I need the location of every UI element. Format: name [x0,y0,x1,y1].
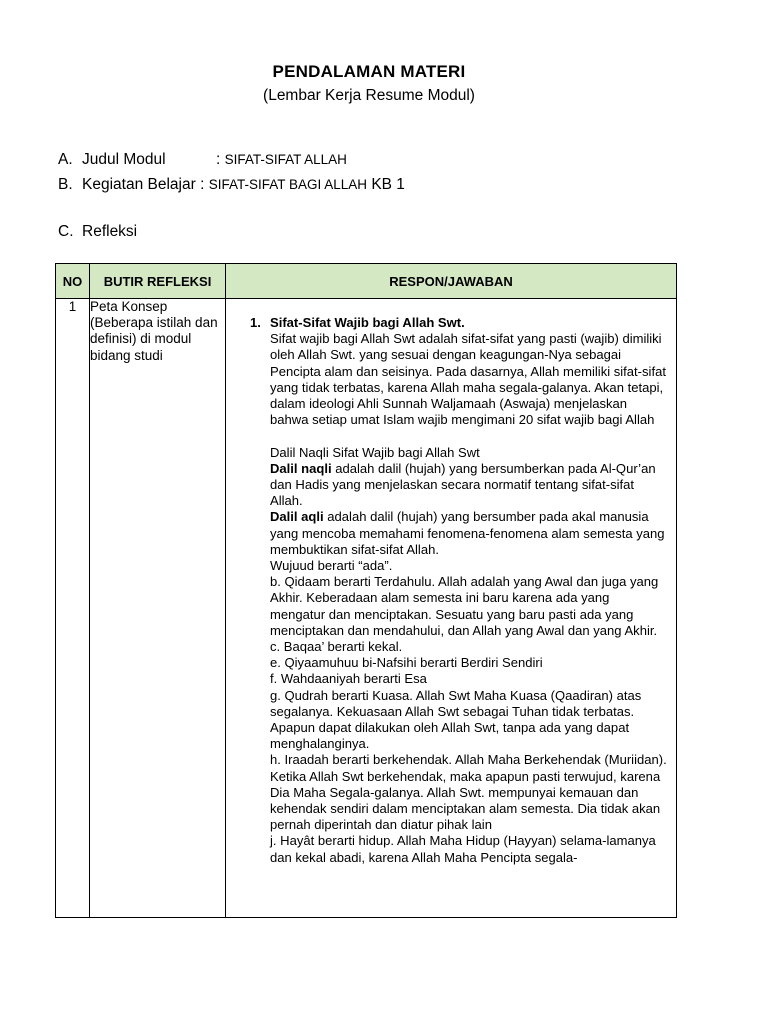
header-butir-refleksi: BUTIR REFLEKSI [90,264,226,299]
list-item: b. Qidaam berarti Terdahulu. Allah adalah yang Awal dan juga yang Akhir. Keberadaan alam semesta ini baru karena ada yang mengatur dan menciptakan. Sesuatu yang baru pasti ada yang menciptakan dan mendahului, dan Allah yang Awal dan yang Akhir. [270,574,659,638]
response-heading [250,315,668,331]
header-respon-jawaban: RESPON/JAWABAN [226,264,677,299]
spacer [270,428,668,444]
intro-paragraph: Sifat wajib bagi Allah Swt adalah sifat-sifat yang pasti (wajib) dimiliki oleh Allah Swt. yang sesuai dengan keagungan-Nya sebagai Pencipta alam dan seisinya. Pada dasarnya, Allah memiliki sifat-sifat yang tidak terbatas, karena Allah maha segala-galanya. Akan tetapi, dalam ideologi Ahli Sunnah Waljamaah (Aswaja) menjelaskan bahwa setiap umat Islam wajib mengimani 20 sifat wajib bagi Allah [270,331,666,428]
separator: : [200,176,205,193]
learning-activity-row [58,176,405,194]
table-header-row [56,264,677,299]
table-row [56,299,677,918]
row-number: 1 [56,299,90,918]
heading-text: Sifat-Sifat Wajib bagi Allah Swt. [270,315,465,330]
respon-content [226,299,676,917]
reflection-table [55,263,677,918]
module-title-row [58,151,347,169]
dalil-aqli-term: Dalil aqli [270,509,324,525]
list-item: f. Wahdaaniyah berarti Esa [270,671,427,687]
list-item: e. Qiyaamuhuu bi-Nafsihi berarti Berdiri Sendiri [270,655,543,671]
list-item: h. Iraadah berarti berkehendak. Allah Maha Berkehendak (Muriidan). Ketika Allah Swt berkehendak, maka apapun pasti terwujud, karena Dia Maha Segala-galanya. Allah Swt. mempunyai kemauan dan kehendak sendiri dalam menciptakan alam semesta. Dia tidak akan pernah diperintah dan diatur pihak lain [270,752,667,833]
item-index: A. [58,151,73,168]
page-title: PENDALAMAN MATERI [272,62,466,81]
header-no: NO [56,264,90,299]
dalil-naqli-text: adalah dalil (hujah) yang bersumberkan pada Al-Qur’an dan Hadis yang menjelaskan secara normatif tentang sifat-sifat Allah. [270,460,656,509]
dalil-title: Dalil Naqli Sifat Wajib bagi Allah Swt [270,444,480,460]
respon-cell [226,299,677,918]
reflection-label: Refleksi [82,223,138,240]
separator: : [216,151,221,168]
learning-activity-kb: KB 1 [371,176,405,193]
page-subtitle: (Lembar Kerja Resume Modul) [263,87,475,104]
learning-activity-label: Kegiatan Belajar [82,176,196,193]
butir-refleksi-cell: Peta Konsep (Beberapa istilah dan definisi) di modul bidang studi [90,299,226,918]
item-index: C. [58,223,74,240]
dalil-naqli-term: Dalil naqli [270,460,332,476]
module-title-label: Judul Modul [82,151,166,168]
learning-activity-value: SIFAT-SIFAT BAGI ALLAH [208,177,367,192]
dalil-aqli-text: adalah dalil (hujah) yang bersumber pada akal manusia yang mencoba memahami fenomena-fenomena alam semesta yang membuktikan sifat-sifat Allah. [270,509,665,557]
list-item: g. Qudrah berarti Kuasa. Allah Swt Maha Kuasa (Qaadiran) atas segalanya. Kekuasaan Allah Swt sebagai Tuhan tidak terbatas. Apapun dapat dilakukan oleh Allah Swt, tanpa ada yang dapat menghalanginya. [270,687,642,752]
module-title-value: SIFAT-SIFAT ALLAH [224,152,347,167]
list-item: j. Hayât berarti hidup. Allah Maha Hidup (Hayyan) selama-lamanya dan kekal abadi, karena Allah Maha Pencipta segala- [270,833,656,865]
list-item: c. Baqaa’ berarti kekal. [270,639,403,655]
list-item: Wujuud berarti “ada”. [270,558,393,574]
dalil-aqli-paragraph [270,509,668,558]
item-index: B. [58,176,73,193]
heading-number: 1. [250,315,261,330]
dalil-naqli-paragraph [270,461,668,510]
reflection-heading-row [58,223,137,241]
